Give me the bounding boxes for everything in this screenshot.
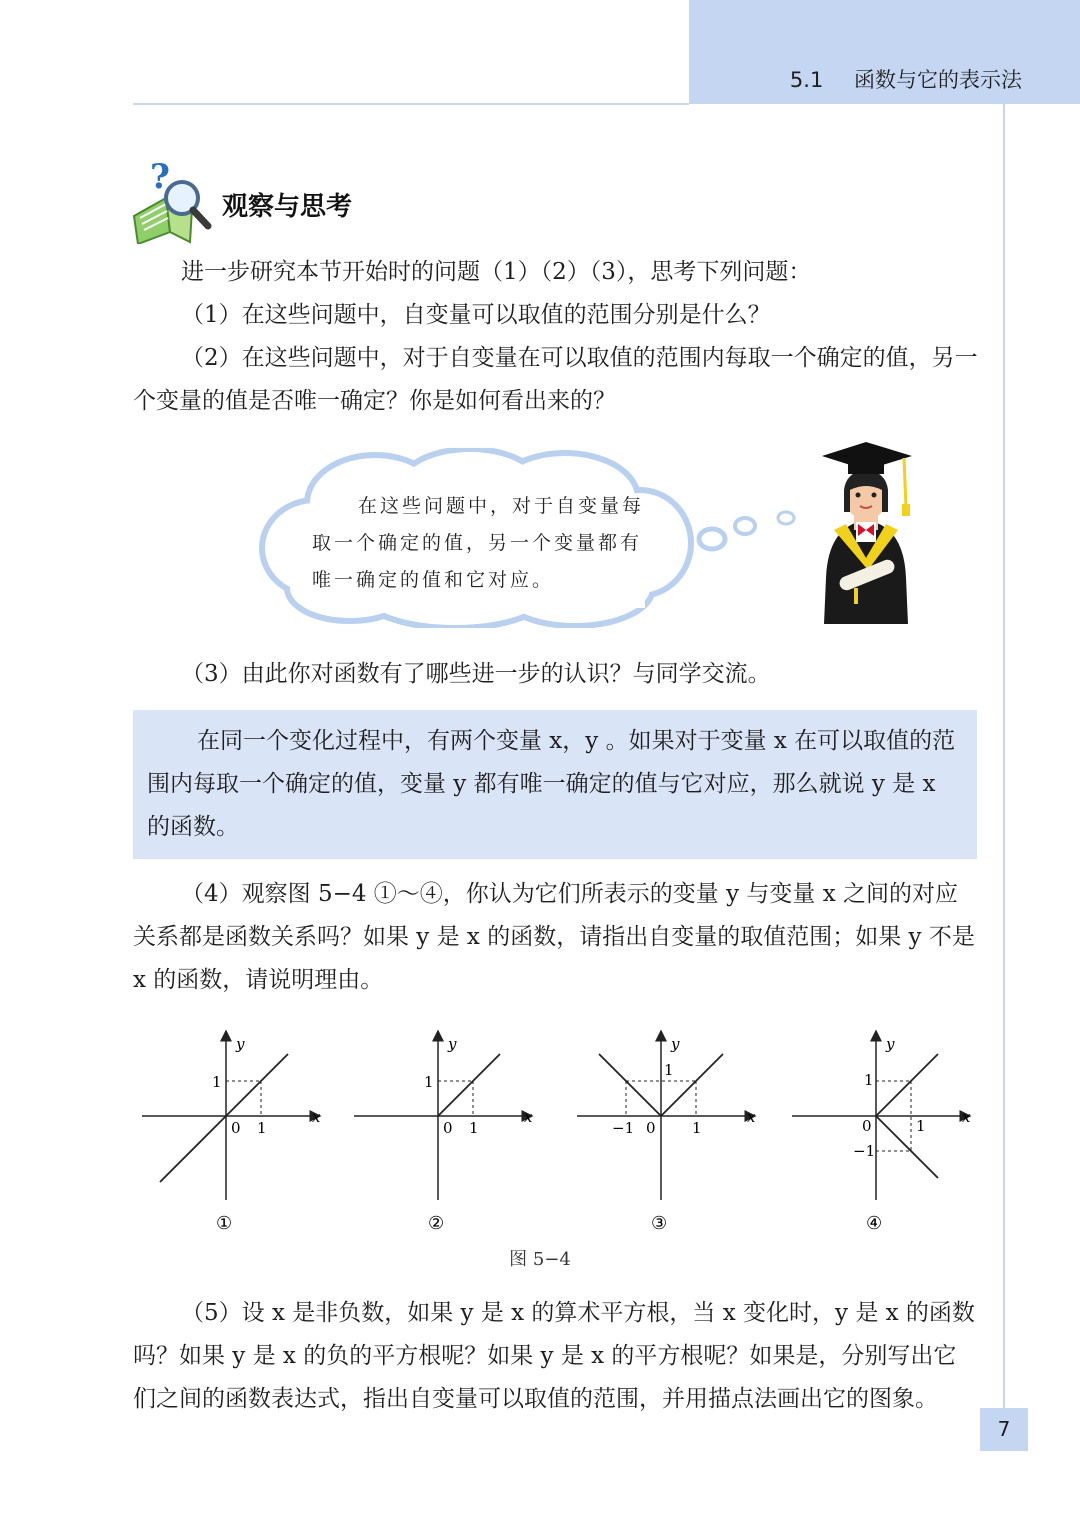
thought-bubble-text: 在这些问题中，对于自变量每取一个确定的值，另一个变量都有唯一确定的值和它对应。 xyxy=(312,495,645,591)
function-line-left xyxy=(599,1054,661,1116)
section-number: 5.1 xyxy=(789,68,824,92)
axis-label-y: y xyxy=(236,1035,245,1053)
function-line-lower xyxy=(876,1116,938,1178)
figure-caption: 图 5−4 xyxy=(509,1249,571,1270)
axis-label-y: y xyxy=(448,1035,457,1053)
y-tick-negative: −1 xyxy=(853,1142,876,1160)
question-5: （5）设 x 是非负数，如果 y 是 x 的算术平方根，当 x 变化时，y 是 x 的函数吗？如果 y 是 x 的负的平方根呢？如果 y 是 x 的平方根呢？如果是，分别写出它们之间的函数表达式，指出自变量可以取值的范围，并用描点法画出它的图象。 xyxy=(133,1300,975,1412)
question-2: （2）在这些问题中，对于自变量在可以取值的范围内每取一个确定的值，另一个变量的值是否唯一确定？你是如何看出来的？ xyxy=(133,345,978,414)
x-tick-negative: −1 xyxy=(612,1119,635,1137)
running-header xyxy=(790,64,1022,94)
y-tick: 1 xyxy=(212,1073,222,1091)
graduate-student-illustration xyxy=(808,438,924,624)
function-definition: 在同一个变化过程中，有两个变量 x，y 。如果对于变量 x 在可以取值的范围内每取一个确定的值，变量 y 都有唯一确定的值与它对应，那么就说 y 是 x 的函数。 xyxy=(147,728,956,840)
section-header-title: 函数与它的表示法 xyxy=(854,68,1022,92)
graph-label: ③ xyxy=(651,1213,668,1234)
axis-label-y: y xyxy=(886,1035,895,1053)
question-3: （3）由此你对函数有了哪些进一步的认识？与同学交流。 xyxy=(181,661,771,687)
x-tick: 1 xyxy=(916,1117,926,1135)
function-line xyxy=(438,1054,500,1116)
section-title: 观察与思考 xyxy=(222,192,353,222)
svg-text:?: ? xyxy=(150,158,170,197)
axis-label-x: x xyxy=(524,1108,533,1126)
question-4: （4）观察图 5−4 ①～④，你认为它们所表示的变量 y 与变量 x 之间的对应关系都是函数关系吗？如果 y 是 x 的函数，请指出自变量的取值范围；如果 y 不是 x 的函数，请说明理由。 xyxy=(133,881,975,993)
y-tick: 1 xyxy=(424,1073,434,1091)
x-tick: 1 xyxy=(257,1119,267,1137)
x-tick: 1 xyxy=(469,1119,479,1137)
axis-label-y: y xyxy=(671,1035,680,1053)
y-tick: 1 xyxy=(664,1061,674,1079)
question-1: （1）在这些问题中，自变量可以取值的范围分别是什么？ xyxy=(181,302,771,328)
graph-label: ① xyxy=(216,1213,233,1234)
intro-paragraph: 进一步研究本节开始时的问题（1）（2）（3），思考下列问题： xyxy=(181,259,812,285)
graph-2 xyxy=(342,1025,542,1250)
graph-1 xyxy=(130,1025,330,1250)
side-rule xyxy=(1003,104,1005,1434)
axis-label-x: x xyxy=(962,1108,971,1126)
function-line xyxy=(160,1054,288,1182)
graph-label: ④ xyxy=(866,1213,883,1234)
y-tick-positive: 1 xyxy=(864,1071,874,1089)
graph-4 xyxy=(780,1025,980,1250)
origin-label: 0 xyxy=(231,1119,241,1137)
header-rule xyxy=(133,103,689,105)
graph-3 xyxy=(565,1025,765,1250)
axis-label-x: x xyxy=(312,1108,321,1126)
origin-label: 0 xyxy=(646,1119,656,1137)
origin-label: 0 xyxy=(443,1119,453,1137)
origin-label: 0 xyxy=(862,1117,872,1135)
graph-label: ② xyxy=(428,1213,445,1234)
book-magnifier-icon xyxy=(130,158,216,244)
axis-label-x: x xyxy=(747,1108,756,1126)
x-tick-positive: 1 xyxy=(692,1119,702,1137)
page-number: 7 xyxy=(980,1408,1028,1451)
function-line-upper xyxy=(876,1054,938,1116)
